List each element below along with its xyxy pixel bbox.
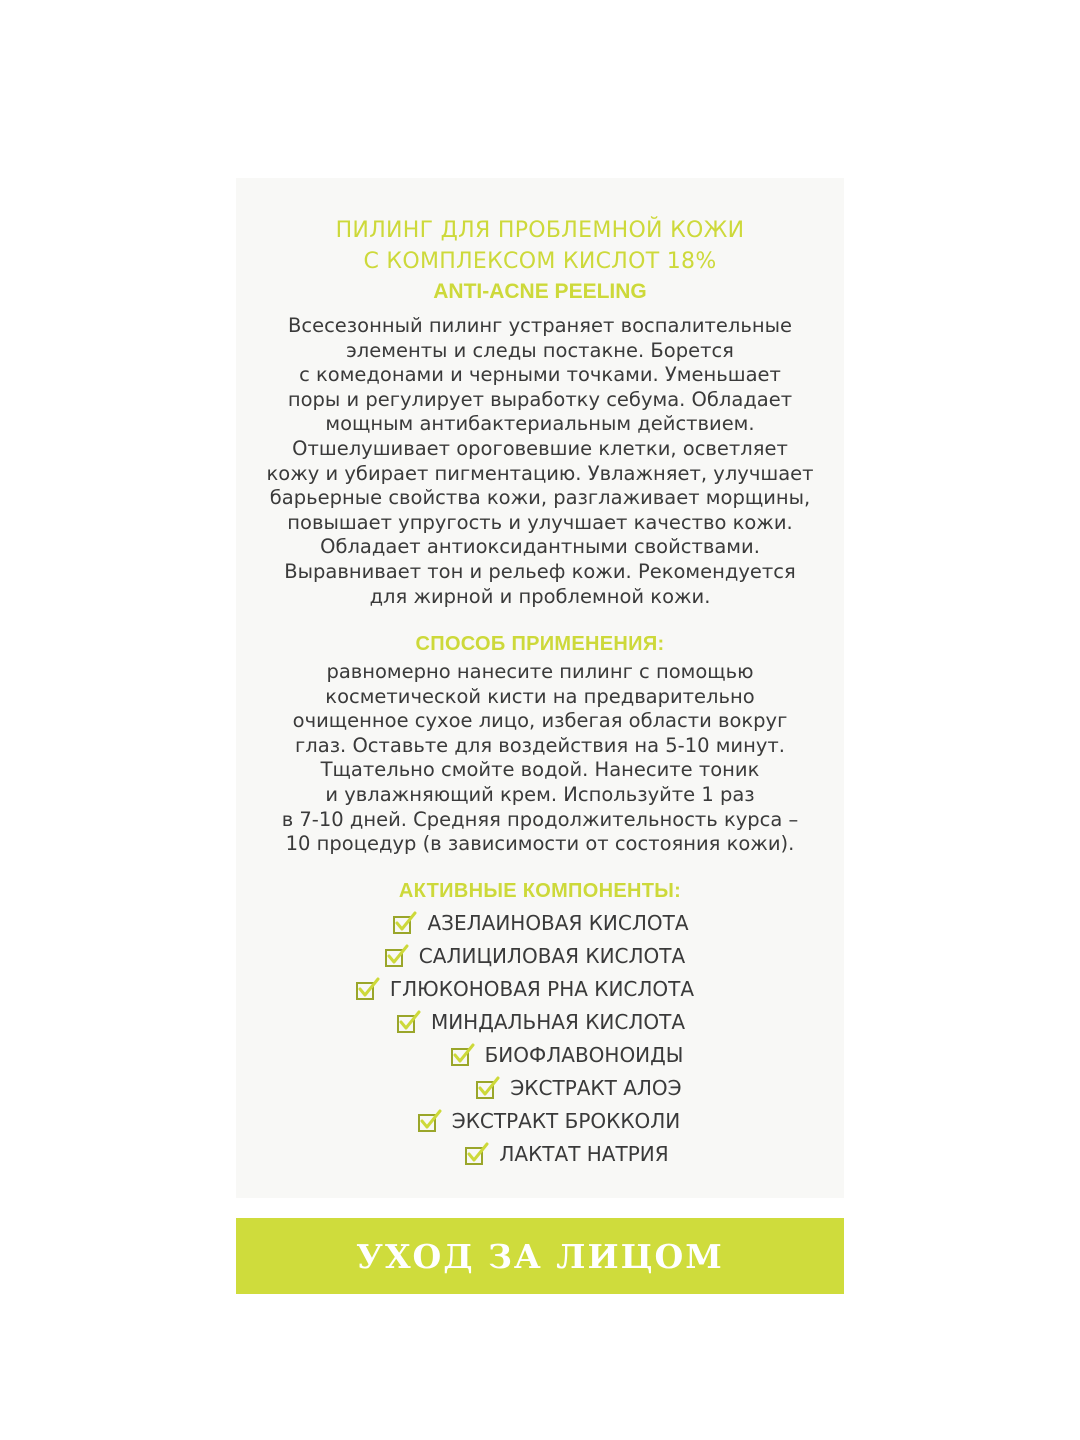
component-item	[236, 939, 844, 972]
description-line: Всесезонный пилинг устраняет воспалительные	[287, 314, 793, 337]
description-line: мощным антибактериальным действием.	[325, 412, 755, 436]
component-label: ЛАКТАТ НАТРИЯ	[499, 1142, 669, 1167]
checkbox-check-icon	[416, 1108, 442, 1134]
component-item	[236, 1005, 844, 1038]
checkbox-check-icon	[474, 1075, 500, 1101]
description-line: с комедонами и черными точками. Уменьшает	[299, 363, 781, 387]
component-label: САЛИЦИЛОВАЯ КИСЛОТА	[418, 943, 686, 968]
usage-line: и увлажняющий крем. Используйте 1 раз	[325, 782, 755, 806]
checkbox-check-icon	[383, 943, 409, 969]
component-item	[236, 1138, 844, 1171]
description-line: барьерные свойства кожи, разглаживает морщины,	[269, 486, 811, 510]
usage-paragraph	[266, 660, 814, 857]
components-list	[236, 906, 844, 1171]
usage-line: равномерно нанесите пилинг с помощью	[326, 660, 754, 683]
category-banner-text: УХОД ЗА ЛИЦОМ	[356, 1236, 724, 1276]
description-line: элементы и следы постакне. Борется	[346, 338, 734, 362]
component-label: ГЛЮКОНОВАЯ PHA КИСЛОТА	[389, 976, 695, 1001]
component-label: БИОФЛАВОНОИДЫ	[484, 1042, 684, 1067]
category-banner	[236, 1218, 844, 1294]
usage-line: очищенное сухое лицо, избегая области вокруг	[292, 709, 788, 733]
usage-heading: СПОСОБ ПРИМЕНЕНИЯ:	[415, 633, 665, 655]
checkbox-check-icon	[449, 1042, 475, 1068]
component-label: АЗЕЛАИНОВАЯ КИСЛОТА	[427, 910, 689, 935]
component-label: ЭКСТРАКТ БРОККОЛИ	[451, 1109, 681, 1134]
product-title-line-1: ПИЛИНГ ДЛЯ ПРОБЛЕМНОЙ КОЖИ	[335, 218, 745, 243]
description-line: кожу и убирает пигментацию. Увлажняет, улучшает	[266, 461, 814, 485]
product-title-line-2: С КОМПЛЕКСОМ КИСЛОТ 18%	[363, 249, 717, 274]
components-heading: АКТИВНЫЕ КОМПОНЕНТЫ:	[398, 880, 682, 902]
component-item	[236, 1071, 844, 1104]
checkbox-check-icon	[463, 1141, 489, 1167]
description-line: Обладает антиоксидантными свойствами.	[320, 535, 760, 559]
usage-line: 10 процедур (в зависимости от состояния кожи).	[285, 832, 795, 856]
checkbox-check-icon	[354, 976, 380, 1002]
component-item	[236, 906, 844, 939]
usage-line: косметической кисти на предварительно	[325, 684, 755, 708]
checkbox-check-icon	[391, 910, 417, 936]
component-item	[236, 1038, 844, 1071]
component-item	[236, 1105, 844, 1138]
usage-line: глаз. Оставьте для воздействия на 5-10 минут.	[295, 733, 785, 757]
component-label: ЭКСТРАКТ АЛОЭ	[510, 1076, 682, 1101]
description-line: Отшелушивает ороговевшие клетки, осветляет	[292, 436, 788, 460]
description-line: для жирной и проблемной кожи.	[369, 584, 711, 608]
component-item	[236, 972, 844, 1005]
checkbox-check-icon	[395, 1009, 421, 1035]
product-subtitle: ANTI-ACNE PEELING	[433, 280, 647, 303]
description-line: повышает упругость и улучшает качество кожи.	[287, 510, 793, 534]
component-label: МИНДАЛЬНАЯ КИСЛОТА	[430, 1009, 686, 1034]
product-info-card	[236, 178, 844, 1198]
description-line: Выравнивает тон и рельеф кожи. Рекомендуется	[284, 559, 796, 583]
usage-line: Тщательно смойте водой. Нанесите тоник	[320, 758, 760, 782]
description-line: поры и регулирует выработку себума. Обладает	[287, 387, 793, 411]
description-paragraph	[266, 314, 814, 609]
usage-line: в 7-10 дней. Средняя продолжительность курса –	[281, 807, 799, 831]
